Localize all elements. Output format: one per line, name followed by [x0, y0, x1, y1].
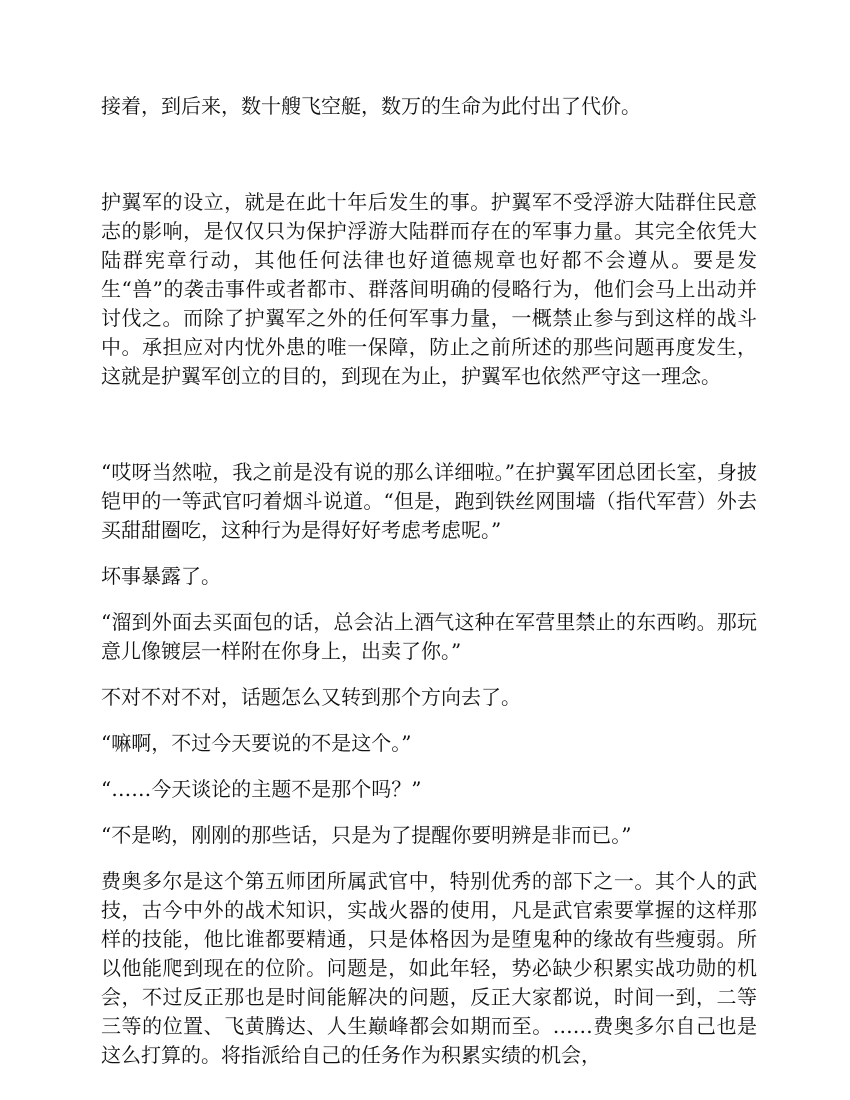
- paragraph-2: 护翼军的设立，就是在此十年后发生的事。护翼军不受浮游大陆群住民意志的影响，是仅仅只为保护浮游大陆群而存在的军事力量。其完全依凭大陆群宪章行动，其他任何法律也好道德规章也好都不会遵从。要是发生“兽”的袭击事件或者都市、群落间明确的侵略行为，他们会马上出动并讨伐之。而除了护翼军之外的任何军事力量，一概禁止参与到这样的战斗中。承担应对内忧外患的唯一保障，防止之前所述的那些问题再度发生，这就是护翼军创立的目的，到现在为止，护翼军也依然严守这一理念。: [101, 190, 757, 388]
- section-break: [101, 391, 757, 458]
- paragraph-1: 接着，到后来，数十艘飞空艇，数万的生命为此付出了代价。: [101, 94, 641, 118]
- paragraph-9: “不是哟，刚刚的那些话，只是为了提醒你要明辨是非而已。”: [101, 823, 632, 847]
- paragraph-3: “哎呀当然啦，我之前是没有说的那么详细啦。”在护翼军团总团长室，身披铠甲的一等武官叼着烟斗说道。“但是，跑到铁丝网围墙（指代军营）外去买甜甜圈吃，这种行为是得好好考虑考虑呢。”: [101, 460, 757, 542]
- paragraph-6: 不对不对不对，话题怎么又转到那个方向去了。: [101, 685, 521, 709]
- paragraph-4: 坏事暴露了。: [101, 564, 221, 588]
- section-break: [101, 121, 757, 188]
- paragraph-5: “溜到外面去买面包的话，总会沾上酒气这种在军营里禁止的东西哟。那玩意儿像镀层一样附在你身上，出卖了你。”: [101, 610, 757, 663]
- paragraph-8: “……今天谈论的主题不是那个吗？”: [101, 777, 422, 801]
- paragraph-7: “嘛啊，不过今天要说的不是这个。”: [101, 731, 412, 755]
- document-body: [101, 92, 757, 1070]
- paragraph-10: 费奥多尔是这个第五师团所属武官中，特别优秀的部下之一。其个人的武技，古今中外的战术知识，实战火器的使用，凡是武官索要掌握的这样那样的技能，他比谁都要精通，只是体格因为是堕鬼种的缘故有些瘦弱。所以他能爬到现在的位阶。问题是，如此年轻，势必缺少积累实战功勋的机会，不过反正那也是时间能解决的问题，反正大家都说，时间一到，二等三等的位置、飞黄腾达、人生巅峰都会如期而至。……费奥多尔自己也是这么打算的。将指派给自己的任务作为积累实绩的机会，: [101, 869, 757, 1067]
